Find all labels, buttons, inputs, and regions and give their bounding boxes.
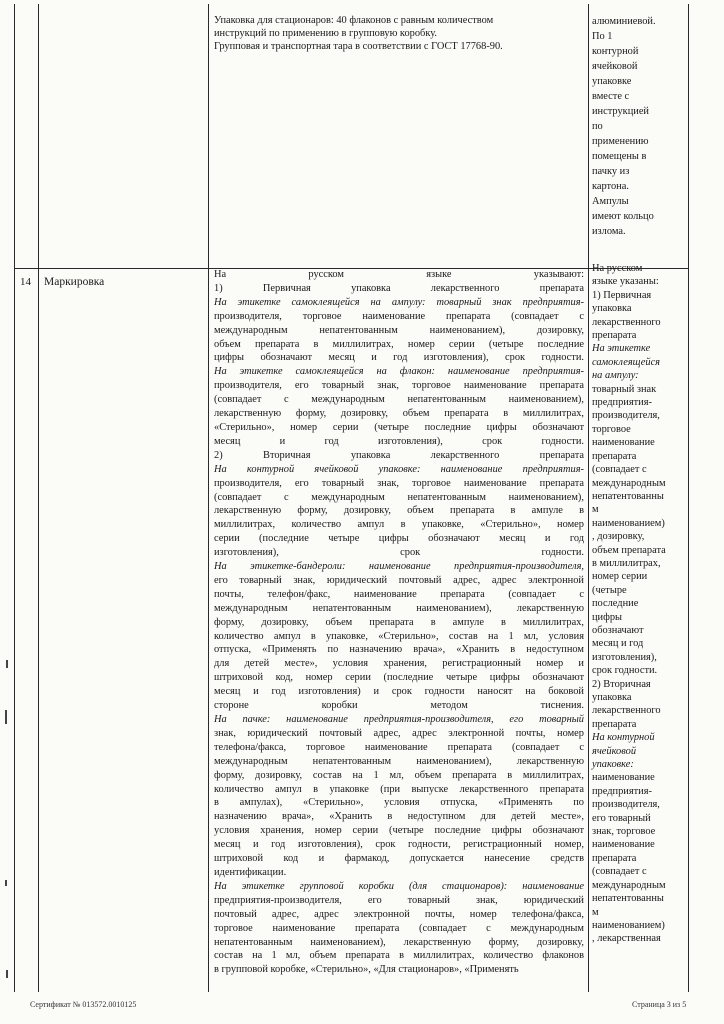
text-line: цифры: [592, 611, 623, 623]
text-line: назначению врача», «Хранить в недоступном для детей месте»,: [214, 811, 584, 823]
row13-registered-cell: [592, 14, 684, 239]
page-number: Страница 3 из 5: [632, 1000, 687, 1009]
text-line: 2) Вторичная: [592, 678, 651, 690]
text-line: Групповая и транспортная тара в соответствии с ГОСТ 17768-90.: [214, 41, 503, 52]
text-line: отпуска, «Применять по назначению врача», «Хранить в недоступном: [214, 644, 584, 656]
text-line: На русском языке указывают:: [214, 269, 584, 280]
text-line: препарата: [592, 330, 637, 342]
text-line: на ампулу:: [592, 370, 639, 382]
row14-registered-cell: [592, 262, 684, 946]
text-line: По 1: [592, 31, 613, 42]
text-line: количество ампул в упаковке, «Стерильно», состав на 1 мл, условия: [214, 630, 584, 642]
text-line: производителя,: [592, 410, 660, 422]
text-line: самоклеящейся: [592, 356, 661, 368]
text-line: упаковке:: [592, 759, 634, 771]
text-line: месяц и год изготовления), срок годности.: [214, 435, 584, 447]
text-line: торговое наименование препарата (совпадает с международным: [214, 922, 584, 934]
table-border-left: [14, 4, 15, 992]
text-line: картона.: [592, 181, 629, 192]
text-line: его товарный: [592, 812, 651, 824]
text-line: условия хранения, номер серии (четыре последние цифры обозначают: [214, 825, 584, 837]
text-line: (четыре: [592, 584, 627, 596]
text-line: пачку из: [592, 166, 630, 177]
text-line: предприятия-производителя, его товарный знак, юридический: [214, 894, 584, 906]
text-line: На русском: [592, 263, 643, 274]
text-line: , лекарственная: [592, 933, 661, 945]
text-line: стороне коробки методом тиснения.: [214, 700, 584, 712]
text-line: номер серии: [592, 571, 648, 583]
text-line: На этикетке групповой коробки (для стационаров): наименование: [214, 880, 584, 892]
text-line: международным: [592, 879, 666, 891]
text-line: торговое: [592, 423, 631, 435]
text-line: наименование: [592, 839, 655, 851]
text-line: предприятия-: [592, 785, 652, 797]
text-line: излома.: [592, 226, 626, 237]
text-line: в ампулах), «Стерильно», условия отпуска, «Применять по: [214, 797, 584, 809]
text-line: препарата: [592, 718, 637, 730]
text-line: На этикетке самоклеящейся на флакон: наименование предприятия-: [214, 366, 584, 378]
text-line: лекарственную форму, дозировку, объем препарата в миллилитрах,: [214, 408, 584, 420]
text-line: языке указаны:: [592, 276, 659, 288]
scan-mark: [5, 710, 7, 724]
text-line: его товарный знак, юридический почтовый адрес, адрес электронной: [214, 574, 584, 586]
text-line: имеют кольцо: [592, 211, 654, 222]
text-line: наименованием): [592, 919, 665, 931]
text-line: международным непатентованным наименованием), дозировку,: [214, 324, 584, 336]
table-border-right: [688, 4, 689, 992]
text-line: наименование: [592, 772, 655, 784]
text-line: состав на 1 мл, объем препарата в миллилитрах, количество флаконов: [214, 950, 584, 962]
row-number: 14: [20, 276, 31, 288]
text-line: миллилитрах, количество ампул в упаковке, «Стерильно», номер: [214, 519, 584, 531]
text-line: штриховой код, номер серии (последние четыре цифры обозначают: [214, 672, 584, 684]
text-line: производителя, торговое наименование препарата (совпадает с: [214, 310, 584, 322]
text-line: изготовления), срок годности.: [214, 547, 584, 559]
text-line: штриховой код и фармакод, допускается нанесение средств: [214, 853, 584, 865]
text-line: объем препарата в миллилитрах, номер серии (четыре последние: [214, 338, 584, 350]
text-line: инструкцией: [592, 106, 649, 117]
column-divider-name: [208, 4, 209, 992]
text-line: наименованием): [592, 517, 665, 529]
text-line: знак, торговое: [592, 826, 656, 838]
scan-mark: [6, 660, 8, 668]
text-line: алюминиевой.: [592, 16, 656, 27]
text-line: объем препарата: [592, 544, 666, 556]
text-line: (совпадает с международным непатентованным наименованием),: [214, 491, 584, 503]
row-name: Маркировка: [44, 276, 105, 288]
text-line: м: [592, 906, 599, 918]
certificate-number: Сертификат № 013572.0010125: [30, 1000, 137, 1009]
text-line: производителя, его товарный знак, торговое наименование препарата: [214, 477, 584, 489]
text-line: непатентованны: [592, 490, 664, 502]
text-line: 1) Первичная упаковка лекарственного препарата: [214, 282, 584, 294]
text-line: вместе с: [592, 91, 630, 102]
text-line: На этикетке: [592, 343, 651, 355]
text-line: На этикетке-бандероли: наименование предприятия-производителя,: [214, 561, 584, 573]
text-line: месяц и год изготовления), срок годности, регистрационный номер,: [214, 839, 584, 851]
text-line: ячейковой: [592, 61, 638, 72]
text-line: непатентованным наименованием), лекарственную форму, дозировку,: [214, 936, 584, 948]
text-line: Ампулы: [592, 196, 629, 207]
text-line: серии (последние четыре цифры обозначают месяц и год: [214, 533, 584, 545]
text-line: почтовый адрес, адрес электронной почты, номер телефона/факса,: [214, 908, 584, 920]
text-line: изготовления),: [592, 651, 657, 663]
text-line: наименование: [592, 437, 655, 449]
text-line: производителя,: [592, 799, 660, 811]
row14-description-cell: [214, 268, 584, 977]
text-line: помещены в: [592, 151, 647, 162]
text-line: месяц и год: [592, 638, 644, 650]
text-line: срок годности.: [592, 665, 658, 677]
text-line: форму, дозировку, объем препарата в ампуле в миллилитрах,: [214, 616, 584, 628]
text-line: На пачке: наименование предприятия-производителя, его товарный: [214, 714, 584, 725]
text-line: ячейковой: [592, 745, 637, 757]
text-line: На контурной: [592, 732, 655, 744]
text-line: по: [592, 121, 603, 132]
scan-mark: [6, 970, 8, 978]
text-line: для детей месте», условия хранения, регистрационный номер и: [214, 658, 584, 670]
text-line: 2) Вторичная упаковка лекарственного препарата: [214, 449, 584, 461]
text-line: международным непатентованным наименованием), лекарственную: [214, 602, 584, 614]
text-line: обозначают: [592, 624, 644, 636]
text-line: м: [592, 504, 599, 516]
row13-description-cell: [214, 14, 584, 53]
column-divider-value: [588, 4, 589, 992]
text-line: применению: [592, 136, 649, 147]
text-line: международным непатентованным наименованием), лекарственную: [214, 755, 584, 767]
text-line: (совпадает с: [592, 866, 647, 878]
text-line: знак, юридический почтовый адрес, адрес электронной почты, номер: [214, 727, 584, 739]
text-line: препарата: [592, 450, 637, 462]
text-line: идентификации.: [214, 866, 287, 878]
text-line: предприятия-: [592, 397, 652, 409]
text-line: форму, дозировку, состав на 1 мл, объем препарата в миллилитрах,: [214, 769, 584, 781]
text-line: в миллилитрах,: [592, 557, 661, 569]
text-line: цифры обозначают месяц и год изготовления), срок годности.: [214, 352, 584, 364]
text-line: почты, телефон/факс, наименование препарата (совпадает с: [214, 588, 584, 600]
text-line: международным: [592, 477, 666, 489]
text-line: упаковке: [592, 76, 632, 87]
text-line: , дозировку,: [592, 531, 645, 543]
text-line: Упаковка для стационаров: 40 флаконов с равным количеством: [214, 15, 494, 26]
text-line: лекарственного: [592, 316, 661, 328]
scan-mark: [5, 880, 7, 886]
text-line: упаковка: [592, 303, 632, 315]
text-line: телефона/факса, торговое наименование препарата (совпадает с: [214, 741, 584, 753]
text-line: товарный знак: [592, 383, 657, 395]
text-line: производителя, его товарный знак, торговое наименование препарата: [214, 380, 584, 392]
text-line: лекарственного: [592, 705, 661, 717]
text-line: (совпадает с: [592, 464, 647, 476]
text-line: месяц и год изготовления) и срок годности наносят на боковой: [214, 686, 584, 698]
text-line: в групповой коробке, «Стерильно», «Для стационаров», «Применять: [214, 964, 519, 976]
text-line: последние: [592, 598, 639, 610]
text-line: контурной: [592, 46, 639, 57]
text-line: На этикетке самоклеящейся на ампулу: товарный знак предприятия-: [214, 296, 584, 308]
text-line: упаковка: [592, 692, 632, 703]
column-divider-number: [38, 4, 39, 992]
text-line: инструкций по применению в групповую коробку.: [214, 28, 437, 39]
text-line: непатентованны: [592, 893, 664, 905]
text-line: 1) Первичная: [592, 289, 652, 301]
text-line: (совпадает с международным непатентованным наименованием),: [214, 394, 584, 406]
text-line: На контурной ячейковой упаковке: наименование предприятия-: [214, 463, 584, 475]
text-line: «Стерильно», номер серии (четыре последние цифры обозначают: [214, 421, 584, 433]
text-line: препарата: [592, 852, 637, 864]
text-line: количество ампул в упаковке (при выпуске лекарственного препарата: [214, 783, 584, 795]
text-line: лекарственную форму, дозировку, объем препарата в ампуле в: [214, 505, 584, 517]
